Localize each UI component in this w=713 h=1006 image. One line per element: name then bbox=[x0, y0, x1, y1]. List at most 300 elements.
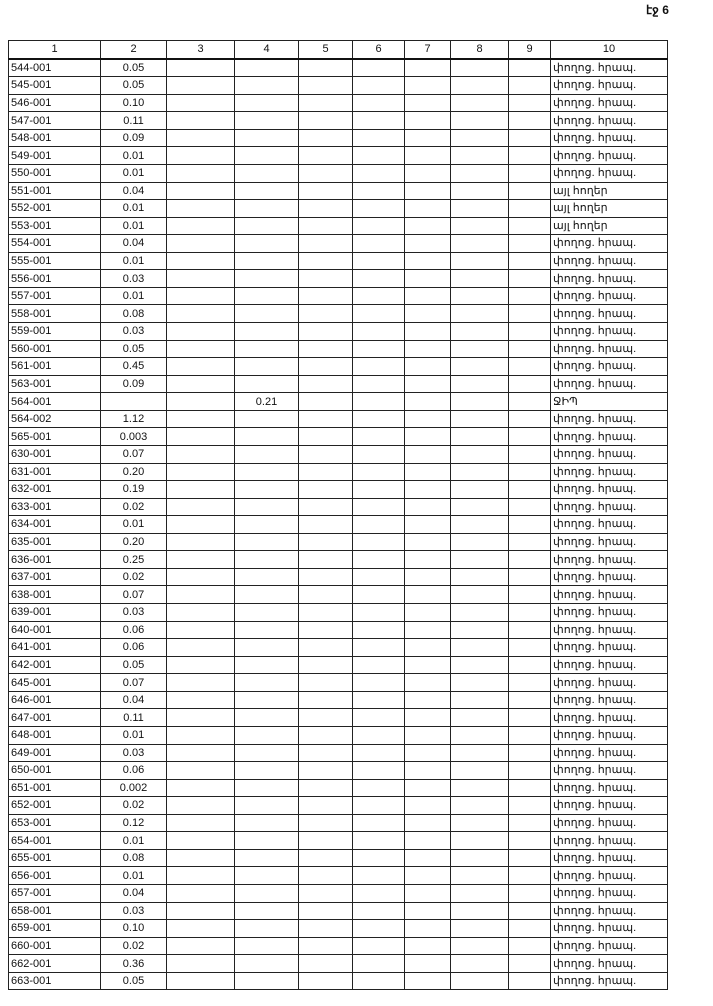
land-parcel-table bbox=[8, 40, 668, 990]
table-row bbox=[9, 972, 668, 990]
cell-col-3 bbox=[167, 762, 235, 780]
cell-col-1: 656-001 bbox=[9, 867, 101, 885]
cell-col-4 bbox=[235, 568, 299, 586]
cell-col-1: 632-001 bbox=[9, 481, 101, 499]
cell-col-4 bbox=[235, 182, 299, 200]
cell-col-5 bbox=[299, 955, 353, 973]
cell-col-1: 658-001 bbox=[9, 902, 101, 920]
cell-col-7 bbox=[405, 270, 451, 288]
table-row bbox=[9, 270, 668, 288]
cell-col-7 bbox=[405, 410, 451, 428]
cell-col-1: 648-001 bbox=[9, 726, 101, 744]
cell-col-3 bbox=[167, 445, 235, 463]
cell-col-9 bbox=[509, 568, 551, 586]
cell-col-1: 640-001 bbox=[9, 621, 101, 639]
cell-col-3 bbox=[167, 674, 235, 692]
cell-col-3 bbox=[167, 551, 235, 569]
cell-col-9 bbox=[509, 498, 551, 516]
cell-col-6 bbox=[353, 797, 405, 815]
cell-col-4 bbox=[235, 849, 299, 867]
cell-col-9 bbox=[509, 516, 551, 534]
cell-col-9 bbox=[509, 393, 551, 411]
cell-col-4 bbox=[235, 305, 299, 323]
cell-col-6 bbox=[353, 358, 405, 376]
cell-col-9 bbox=[509, 920, 551, 938]
cell-col-1: 660-001 bbox=[9, 937, 101, 955]
cell-col-1: 550-001 bbox=[9, 164, 101, 182]
cell-col-2: 0.08 bbox=[101, 305, 167, 323]
cell-col-2: 0.07 bbox=[101, 674, 167, 692]
cell-col-10: փողոց. հրապ. bbox=[551, 340, 668, 358]
table-row bbox=[9, 709, 668, 727]
cell-col-1: 654-001 bbox=[9, 832, 101, 850]
cell-col-9 bbox=[509, 428, 551, 446]
cell-col-3 bbox=[167, 305, 235, 323]
cell-col-4 bbox=[235, 164, 299, 182]
cell-col-6 bbox=[353, 235, 405, 253]
cell-col-10: փողոց. հրապ. bbox=[551, 604, 668, 622]
cell-col-7 bbox=[405, 762, 451, 780]
cell-col-9 bbox=[509, 604, 551, 622]
column-header: 3 bbox=[167, 41, 235, 59]
cell-col-3 bbox=[167, 691, 235, 709]
cell-col-3 bbox=[167, 164, 235, 182]
cell-col-9 bbox=[509, 481, 551, 499]
cell-col-8 bbox=[451, 410, 509, 428]
cell-col-4 bbox=[235, 410, 299, 428]
cell-col-10: փողոց. հրապ. bbox=[551, 937, 668, 955]
cell-col-9 bbox=[509, 674, 551, 692]
cell-col-9 bbox=[509, 252, 551, 270]
cell-col-8 bbox=[451, 744, 509, 762]
cell-col-6 bbox=[353, 252, 405, 270]
cell-col-7 bbox=[405, 797, 451, 815]
cell-col-5 bbox=[299, 533, 353, 551]
cell-col-6 bbox=[353, 410, 405, 428]
cell-col-4 bbox=[235, 832, 299, 850]
cell-col-9 bbox=[509, 849, 551, 867]
table-row bbox=[9, 340, 668, 358]
cell-col-6 bbox=[353, 481, 405, 499]
cell-col-7 bbox=[405, 393, 451, 411]
cell-col-9 bbox=[509, 955, 551, 973]
cell-col-5 bbox=[299, 639, 353, 657]
cell-col-5 bbox=[299, 972, 353, 990]
cell-col-3 bbox=[167, 270, 235, 288]
cell-col-5 bbox=[299, 498, 353, 516]
cell-col-8 bbox=[451, 252, 509, 270]
cell-col-1: 556-001 bbox=[9, 270, 101, 288]
cell-col-8 bbox=[451, 428, 509, 446]
cell-col-5 bbox=[299, 867, 353, 885]
cell-col-3 bbox=[167, 709, 235, 727]
cell-col-2: 0.01 bbox=[101, 287, 167, 305]
cell-col-6 bbox=[353, 77, 405, 95]
table-row bbox=[9, 955, 668, 973]
cell-col-2: 0.01 bbox=[101, 164, 167, 182]
table-row bbox=[9, 358, 668, 376]
cell-col-3 bbox=[167, 94, 235, 112]
table-row bbox=[9, 463, 668, 481]
cell-col-3 bbox=[167, 323, 235, 341]
table-row bbox=[9, 182, 668, 200]
cell-col-5 bbox=[299, 849, 353, 867]
cell-col-5 bbox=[299, 410, 353, 428]
cell-col-2: 0.09 bbox=[101, 129, 167, 147]
cell-col-8 bbox=[451, 516, 509, 534]
cell-col-4 bbox=[235, 498, 299, 516]
cell-col-6 bbox=[353, 691, 405, 709]
cell-col-10: փողոց. հրապ. bbox=[551, 709, 668, 727]
cell-col-8 bbox=[451, 59, 509, 77]
cell-col-6 bbox=[353, 849, 405, 867]
cell-col-1: 564-001 bbox=[9, 393, 101, 411]
cell-col-4 bbox=[235, 551, 299, 569]
cell-col-1: 552-001 bbox=[9, 200, 101, 218]
cell-col-6 bbox=[353, 937, 405, 955]
cell-col-3 bbox=[167, 726, 235, 744]
cell-col-7 bbox=[405, 516, 451, 534]
cell-col-10: փողոց. հրապ. bbox=[551, 287, 668, 305]
table-row bbox=[9, 551, 668, 569]
cell-col-4 bbox=[235, 358, 299, 376]
cell-col-2: 0.003 bbox=[101, 428, 167, 446]
table-row bbox=[9, 59, 668, 77]
cell-col-10: փողոց. հրապ. bbox=[551, 726, 668, 744]
cell-col-2 bbox=[101, 393, 167, 411]
cell-col-7 bbox=[405, 867, 451, 885]
cell-col-2: 0.08 bbox=[101, 849, 167, 867]
cell-col-9 bbox=[509, 463, 551, 481]
cell-col-1: 631-001 bbox=[9, 463, 101, 481]
cell-col-2: 0.05 bbox=[101, 340, 167, 358]
cell-col-3 bbox=[167, 287, 235, 305]
cell-col-6 bbox=[353, 445, 405, 463]
cell-col-8 bbox=[451, 779, 509, 797]
table-row bbox=[9, 481, 668, 499]
cell-col-4 bbox=[235, 639, 299, 657]
table-row bbox=[9, 621, 668, 639]
cell-col-1: 663-001 bbox=[9, 972, 101, 990]
cell-col-7 bbox=[405, 551, 451, 569]
cell-col-10: փողոց. հրապ. bbox=[551, 129, 668, 147]
cell-col-6 bbox=[353, 270, 405, 288]
column-header: 5 bbox=[299, 41, 353, 59]
cell-col-3 bbox=[167, 516, 235, 534]
cell-col-7 bbox=[405, 832, 451, 850]
cell-col-5 bbox=[299, 375, 353, 393]
cell-col-2: 0.03 bbox=[101, 270, 167, 288]
cell-col-7 bbox=[405, 691, 451, 709]
cell-col-4 bbox=[235, 762, 299, 780]
cell-col-4 bbox=[235, 94, 299, 112]
cell-col-3 bbox=[167, 410, 235, 428]
cell-col-6 bbox=[353, 59, 405, 77]
cell-col-2: 0.05 bbox=[101, 656, 167, 674]
cell-col-4 bbox=[235, 340, 299, 358]
cell-col-1: 549-001 bbox=[9, 147, 101, 165]
column-header: 4 bbox=[235, 41, 299, 59]
cell-col-9 bbox=[509, 94, 551, 112]
table-row bbox=[9, 94, 668, 112]
cell-col-10: փողոց. հրապ. bbox=[551, 797, 668, 815]
table-row bbox=[9, 920, 668, 938]
cell-col-2: 0.01 bbox=[101, 867, 167, 885]
cell-col-1: 652-001 bbox=[9, 797, 101, 815]
cell-col-3 bbox=[167, 498, 235, 516]
cell-col-10: փողոց. հրապ. bbox=[551, 252, 668, 270]
cell-col-7 bbox=[405, 375, 451, 393]
cell-col-5 bbox=[299, 147, 353, 165]
table-row bbox=[9, 410, 668, 428]
cell-col-4 bbox=[235, 428, 299, 446]
table-row bbox=[9, 428, 668, 446]
cell-col-3 bbox=[167, 621, 235, 639]
cell-col-10: փողոց. հրապ. bbox=[551, 147, 668, 165]
cell-col-9 bbox=[509, 885, 551, 903]
cell-col-5 bbox=[299, 428, 353, 446]
cell-col-9 bbox=[509, 410, 551, 428]
cell-col-8 bbox=[451, 604, 509, 622]
cell-col-2: 0.45 bbox=[101, 358, 167, 376]
cell-col-3 bbox=[167, 849, 235, 867]
cell-col-4 bbox=[235, 621, 299, 639]
cell-col-3 bbox=[167, 972, 235, 990]
cell-col-1: 546-001 bbox=[9, 94, 101, 112]
cell-col-1: 551-001 bbox=[9, 182, 101, 200]
cell-col-1: 659-001 bbox=[9, 920, 101, 938]
table-row bbox=[9, 445, 668, 463]
cell-col-1: 662-001 bbox=[9, 955, 101, 973]
cell-col-7 bbox=[405, 59, 451, 77]
cell-col-6 bbox=[353, 498, 405, 516]
cell-col-9 bbox=[509, 164, 551, 182]
cell-col-4 bbox=[235, 481, 299, 499]
cell-col-7 bbox=[405, 305, 451, 323]
cell-col-8 bbox=[451, 533, 509, 551]
cell-col-2: 1.12 bbox=[101, 410, 167, 428]
cell-col-10: փողոց. հրապ. bbox=[551, 375, 668, 393]
cell-col-10: փողոց. հրապ. bbox=[551, 164, 668, 182]
table-row bbox=[9, 726, 668, 744]
cell-col-7 bbox=[405, 709, 451, 727]
cell-col-7 bbox=[405, 445, 451, 463]
cell-col-7 bbox=[405, 674, 451, 692]
table-row bbox=[9, 164, 668, 182]
cell-col-4 bbox=[235, 972, 299, 990]
cell-col-8 bbox=[451, 586, 509, 604]
column-header: 1 bbox=[9, 41, 101, 59]
cell-col-2: 0.01 bbox=[101, 726, 167, 744]
cell-col-4 bbox=[235, 463, 299, 481]
cell-col-3 bbox=[167, 481, 235, 499]
cell-col-2: 0.01 bbox=[101, 516, 167, 534]
cell-col-7 bbox=[405, 586, 451, 604]
cell-col-1: 637-001 bbox=[9, 568, 101, 586]
cell-col-10: փողոց. հրապ. bbox=[551, 656, 668, 674]
cell-col-2: 0.10 bbox=[101, 920, 167, 938]
cell-col-2: 0.04 bbox=[101, 885, 167, 903]
cell-col-4 bbox=[235, 375, 299, 393]
table-row bbox=[9, 937, 668, 955]
table-row bbox=[9, 902, 668, 920]
table-row bbox=[9, 235, 668, 253]
cell-col-6 bbox=[353, 375, 405, 393]
cell-col-8 bbox=[451, 621, 509, 639]
cell-col-3 bbox=[167, 744, 235, 762]
cell-col-5 bbox=[299, 674, 353, 692]
table-row bbox=[9, 323, 668, 341]
cell-col-9 bbox=[509, 639, 551, 657]
cell-col-4 bbox=[235, 902, 299, 920]
table-row bbox=[9, 849, 668, 867]
cell-col-5 bbox=[299, 305, 353, 323]
cell-col-6 bbox=[353, 533, 405, 551]
cell-col-1: 555-001 bbox=[9, 252, 101, 270]
cell-col-6 bbox=[353, 287, 405, 305]
cell-col-7 bbox=[405, 463, 451, 481]
table-row bbox=[9, 533, 668, 551]
cell-col-5 bbox=[299, 200, 353, 218]
cell-col-5 bbox=[299, 94, 353, 112]
cell-col-10: փողոց. հրապ. bbox=[551, 885, 668, 903]
cell-col-3 bbox=[167, 129, 235, 147]
cell-col-2: 0.11 bbox=[101, 112, 167, 130]
cell-col-9 bbox=[509, 726, 551, 744]
cell-col-3 bbox=[167, 147, 235, 165]
cell-col-3 bbox=[167, 779, 235, 797]
cell-col-9 bbox=[509, 200, 551, 218]
cell-col-10: փողոց. հրապ. bbox=[551, 586, 668, 604]
cell-col-7 bbox=[405, 726, 451, 744]
cell-col-1: 563-001 bbox=[9, 375, 101, 393]
cell-col-5 bbox=[299, 902, 353, 920]
cell-col-7 bbox=[405, 779, 451, 797]
cell-col-5 bbox=[299, 726, 353, 744]
cell-col-7 bbox=[405, 849, 451, 867]
cell-col-6 bbox=[353, 217, 405, 235]
cell-col-2: 0.12 bbox=[101, 814, 167, 832]
table-row bbox=[9, 112, 668, 130]
cell-col-10: փողոց. հրապ. bbox=[551, 235, 668, 253]
cell-col-4 bbox=[235, 129, 299, 147]
cell-col-5 bbox=[299, 252, 353, 270]
cell-col-10: փողոց. հրապ. bbox=[551, 920, 668, 938]
cell-col-5 bbox=[299, 59, 353, 77]
cell-col-2: 0.10 bbox=[101, 94, 167, 112]
cell-col-7 bbox=[405, 358, 451, 376]
cell-col-7 bbox=[405, 481, 451, 499]
cell-col-2: 0.04 bbox=[101, 691, 167, 709]
cell-col-9 bbox=[509, 270, 551, 288]
cell-col-7 bbox=[405, 533, 451, 551]
cell-col-8 bbox=[451, 832, 509, 850]
table-row bbox=[9, 586, 668, 604]
cell-col-4 bbox=[235, 867, 299, 885]
cell-col-6 bbox=[353, 323, 405, 341]
cell-col-4 bbox=[235, 674, 299, 692]
cell-col-8 bbox=[451, 920, 509, 938]
cell-col-10: փողոց. հրապ. bbox=[551, 849, 668, 867]
cell-col-10: փողոց. հրապ. bbox=[551, 94, 668, 112]
cell-col-7 bbox=[405, 323, 451, 341]
cell-col-9 bbox=[509, 445, 551, 463]
cell-col-8 bbox=[451, 287, 509, 305]
cell-col-10: փողոց. հրապ. bbox=[551, 762, 668, 780]
cell-col-5 bbox=[299, 164, 353, 182]
cell-col-4 bbox=[235, 217, 299, 235]
column-header: 8 bbox=[451, 41, 509, 59]
cell-col-8 bbox=[451, 797, 509, 815]
cell-col-8 bbox=[451, 867, 509, 885]
cell-col-5 bbox=[299, 885, 353, 903]
cell-col-4 bbox=[235, 586, 299, 604]
cell-col-3 bbox=[167, 340, 235, 358]
cell-col-5 bbox=[299, 481, 353, 499]
cell-col-6 bbox=[353, 305, 405, 323]
cell-col-8 bbox=[451, 639, 509, 657]
cell-col-2: 0.05 bbox=[101, 972, 167, 990]
cell-col-2: 0.02 bbox=[101, 568, 167, 586]
cell-col-7 bbox=[405, 428, 451, 446]
cell-col-8 bbox=[451, 814, 509, 832]
cell-col-1: 630-001 bbox=[9, 445, 101, 463]
cell-col-2: 0.20 bbox=[101, 533, 167, 551]
table-row bbox=[9, 393, 668, 411]
cell-col-2: 0.03 bbox=[101, 744, 167, 762]
table-row bbox=[9, 217, 668, 235]
cell-col-3 bbox=[167, 568, 235, 586]
cell-col-8 bbox=[451, 568, 509, 586]
cell-col-6 bbox=[353, 779, 405, 797]
table-row bbox=[9, 656, 668, 674]
cell-col-10: ՋԻՊ bbox=[551, 393, 668, 411]
cell-col-4 bbox=[235, 885, 299, 903]
cell-col-5 bbox=[299, 621, 353, 639]
cell-col-9 bbox=[509, 972, 551, 990]
cell-col-2: 0.01 bbox=[101, 200, 167, 218]
cell-col-7 bbox=[405, 744, 451, 762]
cell-col-1: 653-001 bbox=[9, 814, 101, 832]
cell-col-3 bbox=[167, 463, 235, 481]
cell-col-4 bbox=[235, 445, 299, 463]
cell-col-6 bbox=[353, 726, 405, 744]
cell-col-6 bbox=[353, 200, 405, 218]
cell-col-2: 0.03 bbox=[101, 604, 167, 622]
cell-col-10: փողոց. հրապ. bbox=[551, 445, 668, 463]
cell-col-4 bbox=[235, 937, 299, 955]
cell-col-3 bbox=[167, 59, 235, 77]
cell-col-4 bbox=[235, 287, 299, 305]
table-row bbox=[9, 744, 668, 762]
cell-col-8 bbox=[451, 849, 509, 867]
table-row bbox=[9, 287, 668, 305]
cell-col-7 bbox=[405, 147, 451, 165]
cell-col-1: 639-001 bbox=[9, 604, 101, 622]
cell-col-1: 641-001 bbox=[9, 639, 101, 657]
cell-col-5 bbox=[299, 814, 353, 832]
cell-col-10: փողոց. հրապ. bbox=[551, 639, 668, 657]
cell-col-1: 544-001 bbox=[9, 59, 101, 77]
column-header: 6 bbox=[353, 41, 405, 59]
cell-col-6 bbox=[353, 744, 405, 762]
cell-col-2: 0.05 bbox=[101, 77, 167, 95]
cell-col-3 bbox=[167, 235, 235, 253]
cell-col-8 bbox=[451, 445, 509, 463]
cell-col-5 bbox=[299, 445, 353, 463]
cell-col-3 bbox=[167, 920, 235, 938]
table-row bbox=[9, 498, 668, 516]
